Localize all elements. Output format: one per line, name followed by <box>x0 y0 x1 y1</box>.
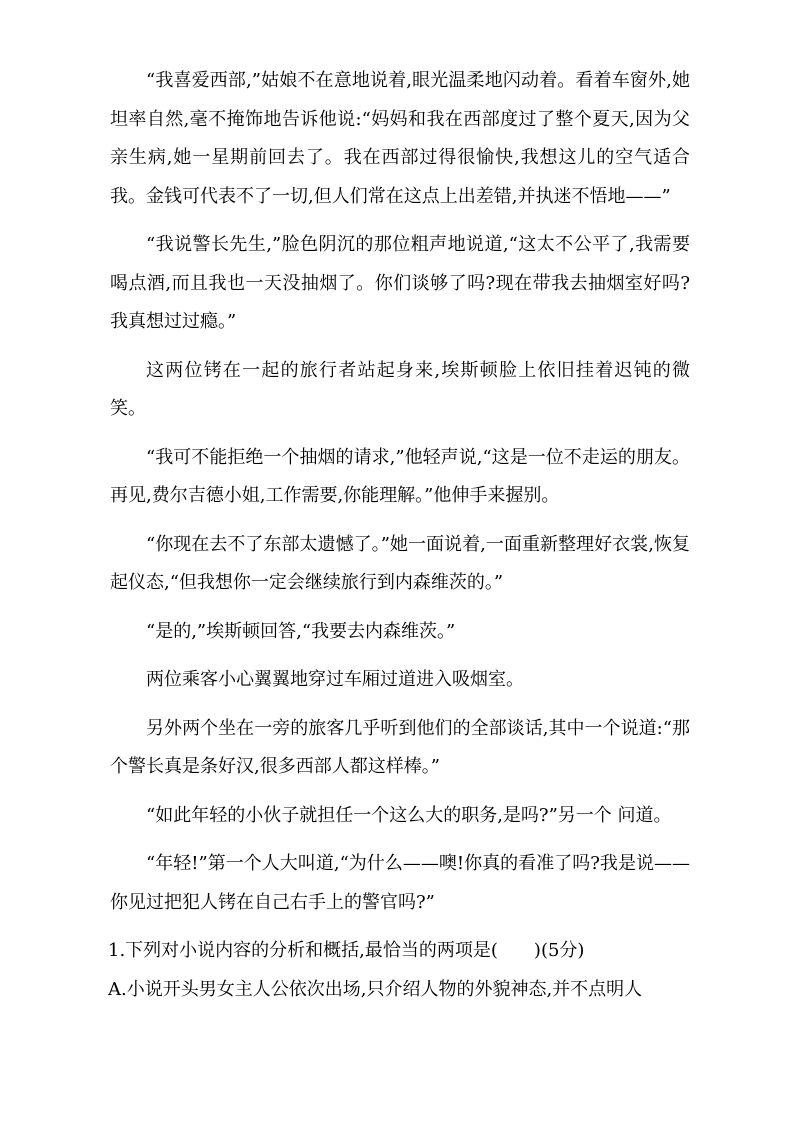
paragraph-1: “我喜爱西部,”姑娘不在意地说着,眼光温柔地闪动着。看着车窗外,她坦率自然,毫不掩饰地告诉他说:“妈妈和我在西部度过了整个夏天,因为父亲生病,她一星期前回去了。我在西部过得很愉快,我想这儿的空气适合我。金钱可代表不了一切,但人们常在这点上出差错,并执迷不悟地——” <box>110 70 690 207</box>
document-content <box>110 62 690 1009</box>
paragraph-9: “如此年轻的小伙子就担任一个这么大的职务,是吗?”另一个 问道。 <box>146 804 672 826</box>
paragraph-4: “我可不能拒绝一个抽烟的请求,”他轻声说,“这是一位不走运的朋友。再见,费尔吉德小姐,工作需要,你能理解。”他伸手来握别。 <box>110 446 690 506</box>
paragraph-10: “年轻!”第一个人大叫道,“为什么——噢!你真的看准了吗?我是说——你见过把犯人铐在自己右手上的警官吗?” <box>110 853 690 913</box>
question-1: 1.下列对小说内容的分析和概括,最恰当的两项是( )(5分) <box>108 940 585 961</box>
paragraph-6: “是的,”埃斯顿回答,“我要去内森维茨。” <box>146 620 456 642</box>
paragraph-8: 另外两个坐在一旁的旅客几乎听到他们的全部谈话,其中一个说道:“那个警长真是条好汉,很多西部人都这样棒。” <box>110 717 690 777</box>
question-1-option-a: A.小说开头男女主人公依次出场,只介绍人物的外貌神态,并不点明人 <box>108 978 643 1000</box>
paragraph-2: “我说警长先生,”脸色阴沉的那位粗声地说道,“这太不公平了,我需要喝点酒,而且我也一天没抽烟了。你们谈够了吗?现在带我去抽烟室好吗?我真想过过瘾。” <box>110 234 690 332</box>
paragraph-7: 两位乘客小心翼翼地穿过车厢过道进入吸烟室。 <box>146 669 524 690</box>
paragraph-3: 这两位铐在一起的旅行者站起身来,埃斯顿脸上依旧挂着迟钝的微笑。 <box>110 359 690 419</box>
paragraph-5: “你现在去不了东部太遗憾了。”她一面说着,一面重新整理好衣裳,恢复起仪态,“但我想你一定会继续旅行到内森维茨的。” <box>110 533 690 593</box>
